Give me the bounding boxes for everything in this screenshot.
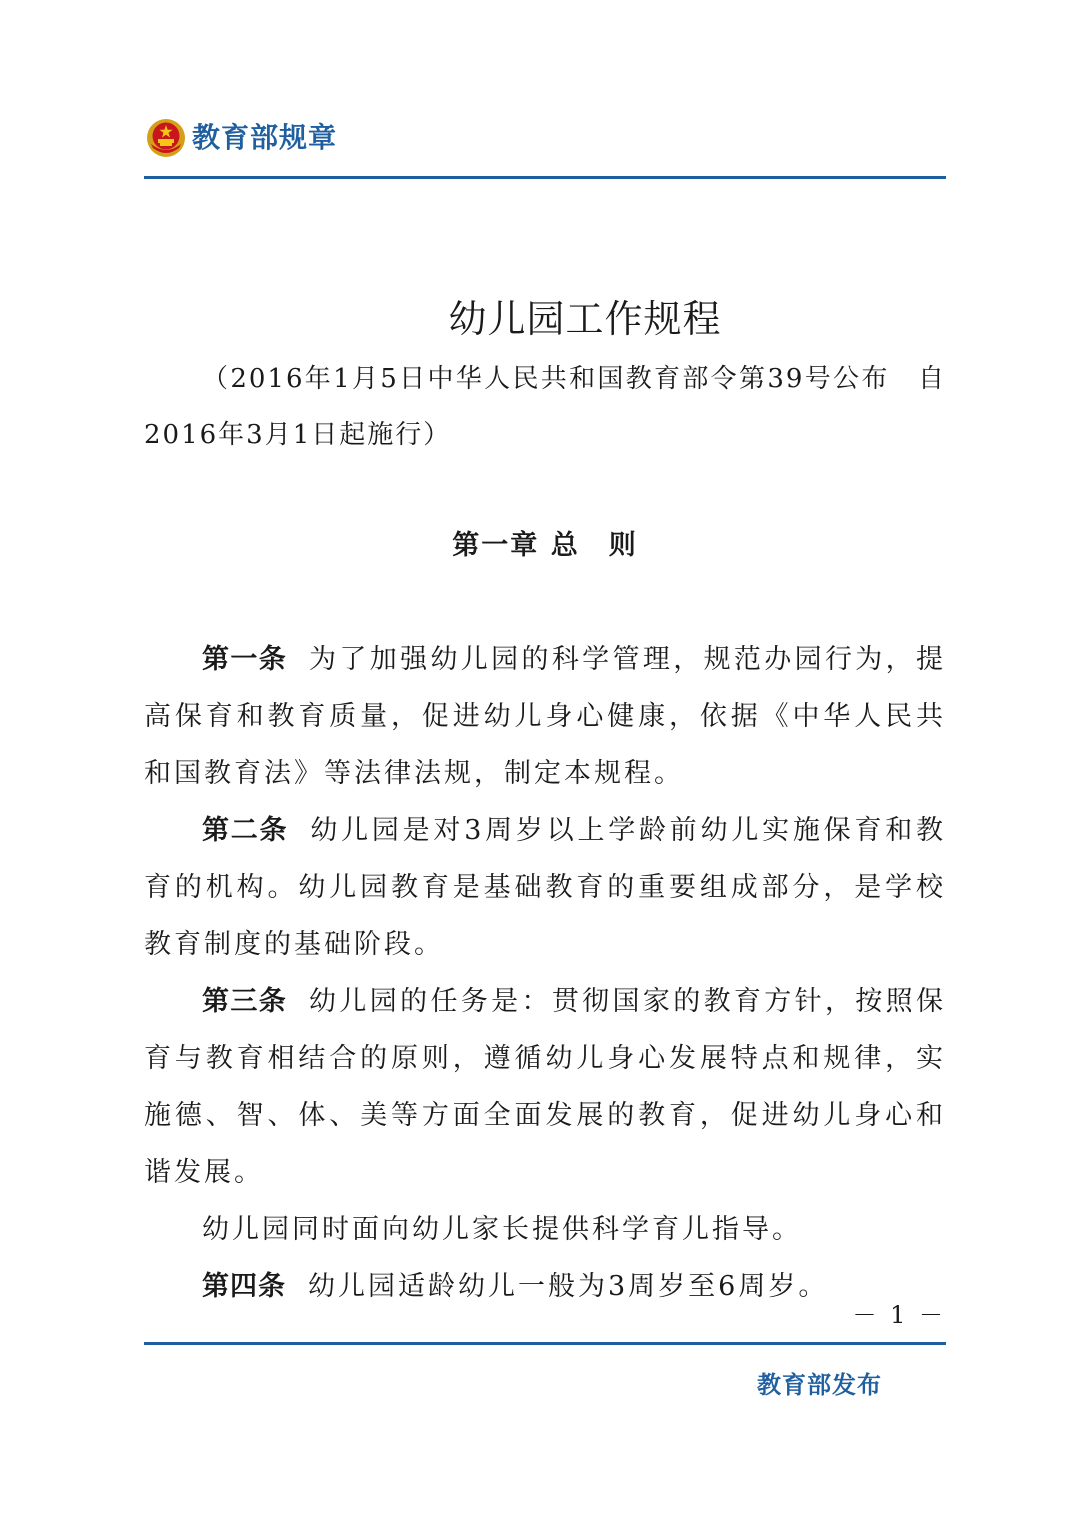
article-text: 为了加强幼儿园的科学管理，规范办园行为，提高保育和教育质量，促进幼儿身心健康，依据《中华人民共和国教育法》等法律法规，制定本规程。 xyxy=(144,644,947,789)
article-label: 第四条 xyxy=(202,1271,286,1302)
article-text: 幼儿园适龄幼儿一般为3周岁至6周岁。 xyxy=(308,1271,829,1302)
national-emblem-icon xyxy=(146,118,186,158)
article-body xyxy=(144,631,946,1315)
chapter-heading: 第一章 总 则 xyxy=(452,530,638,561)
article-label: 第三条 xyxy=(202,986,288,1017)
article-label: 第一条 xyxy=(202,644,288,675)
footer-divider xyxy=(144,1342,946,1345)
article-label: 第二条 xyxy=(202,815,289,846)
article-text: 幼儿园同时面向幼儿家长提供科学育儿指导。 xyxy=(202,1214,802,1245)
article-paragraph xyxy=(144,631,946,802)
article-paragraph xyxy=(144,802,946,973)
header-title: 教育部规章 xyxy=(192,121,338,154)
document-title: 幼儿园工作规程 xyxy=(448,297,722,341)
page-header xyxy=(144,116,946,164)
article-text: 幼儿园是对3周岁以上学龄前幼儿实施保育和教育的机构。幼儿园教育是基础教育的重要组成部分，是学校教育制度的基础阶段。 xyxy=(144,815,946,960)
footer-publisher: 教育部发布 xyxy=(757,1370,882,1399)
article-paragraph xyxy=(144,1201,946,1258)
page-number: － 1 － xyxy=(852,1301,946,1329)
article-paragraph xyxy=(144,1258,946,1315)
document-subtitle: （2016年1月5日中华人民共和国教育部令第39号公布 自2016年3月1日起施行） xyxy=(144,364,946,450)
article-text: 幼儿园的任务是：贯彻国家的教育方针，按照保育与教育相结合的原则，遵循幼儿身心发展特点和规律，实施德、智、体、美等方面全面发展的教育，促进幼儿身心和谐发展。 xyxy=(144,986,947,1188)
header-divider xyxy=(144,176,946,179)
article-paragraph xyxy=(144,973,946,1201)
